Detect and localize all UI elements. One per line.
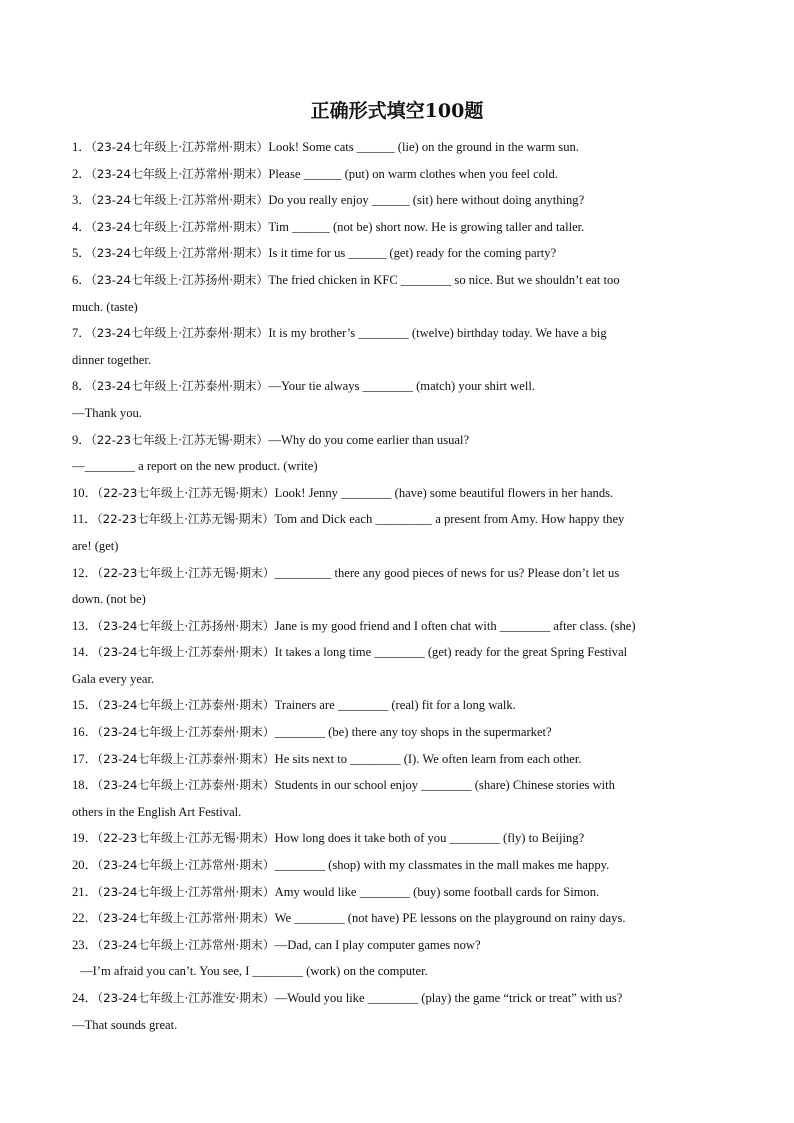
question-number: 8．	[72, 379, 91, 394]
question-continuation	[72, 453, 732, 480]
question-number: 15．	[72, 698, 98, 713]
question-source: （23-24七年级上·江苏淮安·期末）	[97, 991, 275, 1005]
question-source: （23-24七年级上·江苏泰州·期末）	[97, 645, 275, 660]
question-line	[72, 985, 732, 1012]
question-source: （22-23七年级上·江苏无锡·期末）	[90, 432, 269, 447]
question-line	[72, 480, 732, 507]
question-text: Look! Some cats ______ (lie) on the ground in the warm sun.	[268, 140, 579, 154]
question-continuation	[72, 586, 732, 613]
question-number: 2．	[72, 166, 91, 181]
question-source: （23-24七年级上·江苏常州·期末）	[90, 219, 269, 234]
question-source: （23-24七年级上·江苏泰州·期末）	[90, 379, 269, 394]
question-continuation	[72, 666, 732, 693]
question-number: 17．	[72, 751, 98, 766]
question-source: （23-24七年级上·江苏泰州·期末）	[97, 751, 275, 766]
question-line	[72, 719, 732, 746]
question-text: Is it time for us ______ (get) ready for the coming party?	[268, 246, 557, 261]
question-source: （23-24七年级上·江苏常州·期末）	[97, 884, 275, 899]
question-text: —That sounds great.	[72, 1017, 178, 1032]
question-line	[72, 852, 732, 879]
question-text: much. (taste)	[72, 299, 138, 314]
question-text: Gala every year.	[72, 671, 155, 686]
question-line	[72, 240, 732, 267]
question-line	[72, 692, 732, 719]
question-text: down. (not be)	[72, 592, 146, 607]
question-source: （23-24七年级上·江苏常州·期末）	[97, 937, 275, 952]
question-text: —Thank you.	[72, 405, 142, 420]
question-continuation	[72, 400, 732, 427]
question-source: （23-24七年级上·江苏常州·期末）	[97, 911, 275, 926]
question-line	[72, 320, 732, 347]
question-source: （23-24七年级上·江苏泰州·期末）	[97, 698, 275, 713]
question-text: Students in our school enjoy ________ (share) Chinese stories with	[274, 778, 615, 793]
question-continuation	[72, 1012, 732, 1039]
question-line	[72, 161, 732, 188]
question-continuation	[72, 958, 732, 985]
question-text: He sits next to ________ (I). We often learn from each other.	[274, 751, 582, 766]
question-number: 22．	[72, 911, 98, 926]
question-text: How long does it take both of you ________ (fly) to Beijing?	[274, 831, 585, 846]
question-text: —Why do you come earlier than usual?	[268, 432, 470, 447]
question-text: It is my brother’s ________ (twelve) birthday today. We have a big	[268, 326, 607, 341]
question-continuation	[72, 347, 732, 374]
question-continuation	[72, 533, 732, 560]
question-text: The fried chicken in KFC ________ so nice. But we shouldn’t eat too	[268, 272, 620, 287]
question-source: （22-23七年级上·江苏无锡·期末）	[96, 512, 275, 527]
question-text: ________ (be) there any toy shops in the supermarket?	[274, 725, 552, 740]
question-line	[72, 613, 732, 640]
question-line	[72, 134, 732, 161]
question-number: 12．	[72, 565, 98, 580]
question-line	[72, 932, 732, 959]
question-number: 14．	[72, 645, 98, 660]
question-text: Tom and Dick each _________ a present from Amy. How happy they	[274, 512, 625, 527]
question-text: —Would you like ________ (play) the game “trick or treat” with us?	[274, 991, 623, 1005]
question-line	[72, 506, 732, 533]
question-line	[72, 879, 732, 906]
question-number: 1．	[72, 140, 91, 154]
question-text: We ________ (not have) PE lessons on the playground on rainy days.	[274, 911, 626, 926]
question-line	[72, 427, 732, 454]
question-source: （23-24七年级上·江苏常州·期末）	[90, 140, 269, 154]
question-line	[72, 746, 732, 773]
question-source: （23-24七年级上·江苏扬州·期末）	[97, 618, 275, 633]
question-line	[72, 639, 732, 666]
question-text: others in the English Art Festival.	[72, 804, 242, 819]
question-number: 19．	[72, 831, 98, 846]
question-text: —I’m afraid you can’t. You see, I ________ (work) on the computer.	[80, 964, 428, 979]
question-number: 23．	[72, 937, 98, 952]
question-line	[72, 373, 732, 400]
question-line	[72, 905, 732, 932]
question-text: dinner together.	[72, 352, 152, 367]
question-number: 24．	[72, 991, 98, 1005]
question-line	[72, 214, 732, 241]
question-text: Please ______ (put) on warm clothes when you feel cold.	[268, 166, 558, 181]
question-source: （23-24七年级上·江苏扬州·期末）	[90, 272, 269, 287]
question-source: （22-23七年级上·江苏无锡·期末）	[97, 831, 275, 846]
question-list	[72, 134, 732, 1038]
question-text: _________ there any good pieces of news for us? Please don’t let us	[274, 565, 620, 580]
question-text: —Your tie always ________ (match) your shirt well.	[268, 379, 535, 394]
question-number: 11．	[72, 512, 97, 527]
question-source: （23-24七年级上·江苏常州·期末）	[90, 246, 269, 261]
question-continuation	[72, 294, 732, 321]
question-line	[72, 825, 732, 852]
question-text: —Dad, can I play computer games now?	[274, 937, 481, 952]
question-text: are! (get)	[72, 538, 119, 553]
question-text: Amy would like ________ (buy) some football cards for Simon.	[274, 884, 600, 899]
question-text: Jane is my good friend and I often chat with ________ after class. (she)	[274, 618, 636, 633]
question-source: （22-23七年级上·江苏无锡·期末）	[97, 485, 275, 500]
question-text: It takes a long time ________ (get) ready for the great Spring Festival	[274, 645, 628, 660]
question-number: 6．	[72, 272, 91, 287]
question-source: （23-24七年级上·江苏常州·期末）	[97, 858, 275, 873]
question-source: （22-23七年级上·江苏无锡·期末）	[97, 565, 275, 580]
question-number: 4．	[72, 219, 91, 234]
question-source: （23-24七年级上·江苏常州·期末）	[90, 193, 269, 208]
question-text: Trainers are ________ (real) fit for a long walk.	[274, 698, 516, 713]
question-text: —________ a report on the new product. (write)	[72, 459, 318, 474]
question-number: 10．	[72, 485, 98, 500]
question-number: 21．	[72, 884, 98, 899]
question-number: 9．	[72, 432, 91, 447]
page-title: 正确形式填空100题	[310, 100, 484, 122]
question-source: （23-24七年级上·江苏常州·期末）	[90, 166, 269, 181]
question-continuation	[72, 799, 732, 826]
question-text: Do you really enjoy ______ (sit) here without doing anything?	[268, 193, 585, 208]
question-number: 5．	[72, 246, 91, 261]
question-line	[72, 187, 732, 214]
question-text: Tim ______ (not be) short now. He is growing taller and taller.	[268, 219, 585, 234]
question-line	[72, 772, 732, 799]
question-line	[72, 267, 732, 294]
question-number: 13．	[72, 618, 98, 633]
question-line	[72, 560, 732, 587]
question-number: 7．	[72, 326, 91, 341]
question-source: （23-24七年级上·江苏泰州·期末）	[97, 725, 275, 740]
question-text: ________ (shop) with my classmates in the mall makes me happy.	[274, 858, 610, 873]
question-number: 18．	[72, 778, 98, 793]
question-number: 16．	[72, 725, 98, 740]
question-number: 3．	[72, 193, 91, 208]
question-source: （23-24七年级上·江苏泰州·期末）	[90, 326, 269, 341]
question-source: （23-24七年级上·江苏泰州·期末）	[97, 778, 275, 793]
question-text: Look! Jenny ________ (have) some beautiful flowers in her hands.	[274, 485, 614, 500]
question-number: 20．	[72, 858, 98, 873]
